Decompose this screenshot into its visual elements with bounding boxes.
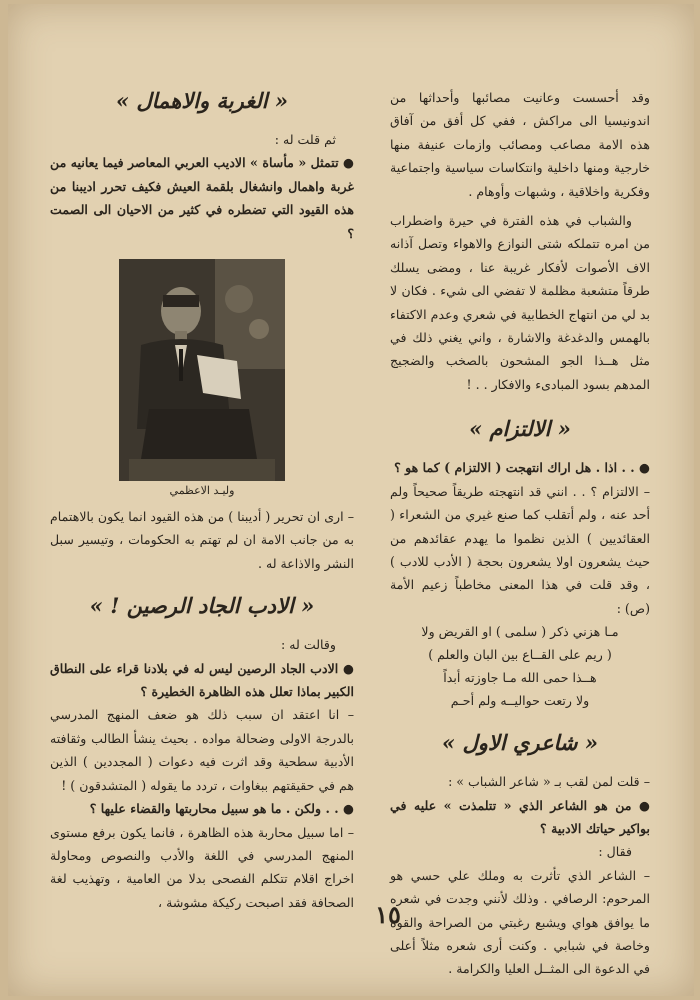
answer-commitment: – الالتزام ؟ . . انني قد انتهجته طريقاً صحيحاً ولم أحد عنه ، ولم أتقلب كما صنع غيري من الشعراء ( العقائديين ) الذين نظموا ما يهدم عقائدهم من حيث يشعرون اولا يشعرون بحجة ( الأدب للادب ) ، وقد قلت في هذا المعنى مخاطباً زعيم الأمة (ص) : <box>390 483 650 616</box>
poem-verse: مـا هزني ذكر ( سلمى ) او القريض ولا <box>421 624 619 640</box>
portrait-photo <box>119 259 285 481</box>
said-label: فقال : <box>598 844 632 860</box>
second-paragraph: والشباب في هذه الفترة في حيرة واضطراب من امره تتملكه شتى النوازع والاهواء وتصل آذانه الاف الأصوات لأفكار غريبة عنا ، ومضى يسلك طرقاً متشعبة مظلمة لا تفضي الى شيء . فكان لا بد لي من انتهاج الخطابية في شعري وعدم الاكتفاء بالهمس والدغدغة والاشارة ، واني يغني ذلك في مثل هــذا الجو المشحون بالصخب والضجيج المدهم بسود المبادىء والافكار . . ! <box>390 213 650 392</box>
portrait-illustration <box>119 259 285 481</box>
section-heading-commitment: « الالتزام » <box>469 416 571 442</box>
photo-caption: وليـد الاعظمي <box>169 484 235 498</box>
page-number: ١٥ <box>375 900 401 929</box>
poem-verse: هــذا حمى الله مـا جاوزته أبداً <box>443 670 597 686</box>
intro-alienation: ثم قلت له : <box>274 132 336 147</box>
poem-verses <box>390 620 650 712</box>
question-serious-literature: ● الادب الجاد الرصين ليس له في بلادنا قراء على النطاق الكبير بماذا تعلل هذه الظاهرة الخطيرة ؟ <box>50 660 354 700</box>
intro-first-poet: – قلت لمن لقب بـ « شاعر الشباب » : <box>448 774 650 790</box>
section-heading-first-poet: « شاعري الاول » <box>442 730 598 756</box>
question-fighting-phenomenon: ● . . ولكن . ما هو سبيل محاربتها والقضاء عليها ؟ <box>89 801 354 817</box>
left-column <box>50 86 354 914</box>
magazine-page <box>8 4 694 996</box>
question-first-poet: ● من هو الشاعر الذي « تتلمذت » عليه في بواكير حياتك الادبية ؟ <box>390 797 650 836</box>
question-commitment: ● . . اذا . هل اراك انتهجت ( الالتزام ) كما هو ؟ <box>394 460 650 476</box>
answer-fighting-phenomenon: – اما سبيل محاربة هذه الظاهرة ، فانما يكون برفع مستوى المنهج المدرسي في اللغة والأدب والنصوص ومحاولة اخراج اقلام تتكلم الفصحى بدلا من العامية ، وتهذيب لغة الصحافة فقد اصبحت ركيكة مشوشة ، <box>50 824 354 910</box>
intro-serious-literature: وقالت له : <box>281 637 336 653</box>
answer-serious-literature: – انا اعتقد ان سبب ذلك هو ضعف المنهج المدرسي بالدرجة الاولى وضحالة مواده . بحيث ينشأ الطالب وثقافته الأدبية سطحية وقد اثرت فيه دعوات ( المجددين ) الذين هم في حقيقتهم ببغاوات ، تردد ما يقوله ( المتشدقون ) ! <box>50 707 354 793</box>
question-alienation: ● تتمثل « مأساة » الاديب العربي المعاصر فيما يعانيه من غربة واهمال وانشغال بلقمة العيش فكيف تحرر اديبنا من هذه القيود التي تضطره في كثير من الاحيان الى الصمت ؟ <box>50 155 354 241</box>
intro-paragraph: وقد أحسست وعانيت مصائبها وأحداثها من اندونيسيا الى مراكش ، ففي كل أفق من آفاق هذه الامة مصاعب ومصائب وازمات عنيفة منها خارجية ومنها داخلية وانتكاسات سياسية واجتماعية وفكرية واخلاقية ، وشبهات وأوهام . <box>390 90 650 199</box>
answer-alienation: – ارى ان تحرير ( أديبنا ) من هذه القيود انما يكون بالاهتمام به من جانب الامة ان لم تهتم به الحكومات ، وتيسير سبل النشر والاذاعة له . <box>50 509 354 571</box>
section-heading-alienation: « الغربة والاهمال » <box>115 88 289 113</box>
poem-verse: ( ريم على القــاع بين البان والعلم ) <box>428 647 612 663</box>
portrait-figure <box>119 259 285 499</box>
poem-verse: ولا رتعت حواليــه ولم أحـم <box>450 693 590 709</box>
answer-first-poet: – الشاعر الذي تأثرت به وملك علي حسي هو المرحوم: الرصافي . وذلك لأنني وجدت في شعره ما يوافق هواي ويشبع رغبتي من الصراحة والقوة وخاصة في شبابي . وكنت أرى شعره مثلاً أعلى في الدعوة الى المثــل العليا والكرامة . <box>390 867 650 977</box>
right-column <box>390 86 650 981</box>
section-heading-serious-literature: « الادب الجاد الرصين ! » <box>89 593 315 619</box>
